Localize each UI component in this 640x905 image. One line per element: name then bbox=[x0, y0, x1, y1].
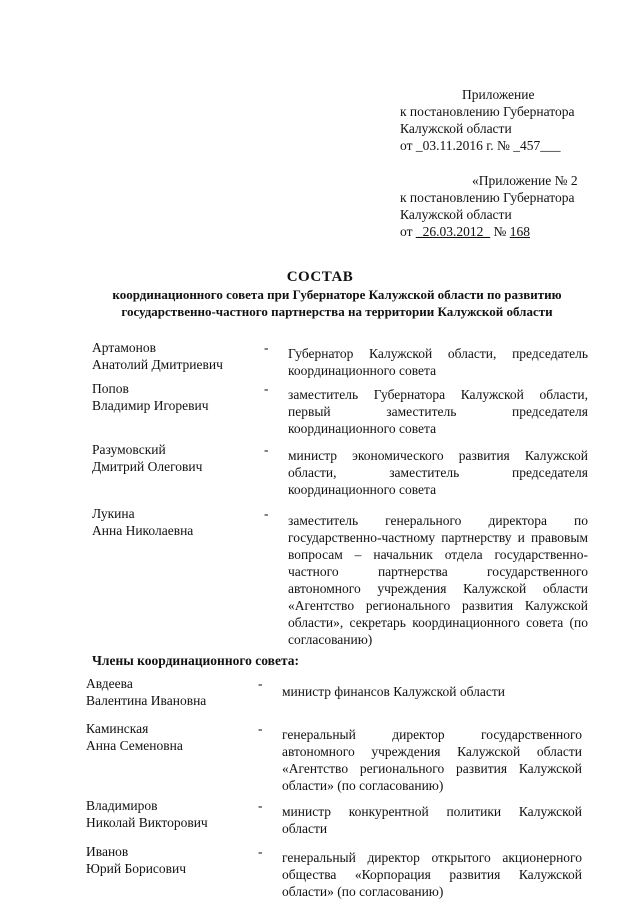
appendix-2-number: 168 bbox=[509, 224, 530, 239]
list-item bbox=[86, 797, 596, 837]
separator-dash: - bbox=[264, 340, 269, 355]
list-item bbox=[92, 339, 602, 379]
appendix-2-date: _26.03.2012_ bbox=[415, 224, 491, 239]
appendix-1-header bbox=[400, 86, 574, 154]
surname: Лукина bbox=[92, 506, 135, 521]
date-prefix: от bbox=[400, 224, 413, 239]
surname: Иванов bbox=[86, 844, 129, 859]
surname: Владимиров bbox=[86, 798, 158, 813]
appendix-1-line: от _03.11.2016 г. № _457___ bbox=[400, 138, 561, 153]
separator-dash: - bbox=[258, 676, 263, 691]
list-item bbox=[92, 441, 602, 497]
given-names: Юрий Борисович bbox=[86, 861, 187, 876]
person-role: министр финансов Калужской области bbox=[282, 684, 505, 699]
person-name bbox=[86, 843, 256, 877]
list-item bbox=[86, 720, 596, 792]
person-name bbox=[86, 720, 256, 754]
separator-dash: - bbox=[264, 381, 269, 396]
person-role: заместитель генерального директора по государственно-частному партнерству и правовым вопросам – начальник отдела государственно-частного партнерства государственного автономного учреждения Калужской области «Агентство регионального развития Калужской области», секретарь координационного совета (по согласованию) bbox=[288, 513, 588, 647]
list-item bbox=[92, 380, 602, 436]
document-title bbox=[0, 268, 640, 320]
separator-dash: - bbox=[258, 798, 263, 813]
given-names: Дмитрий Олегович bbox=[92, 459, 203, 474]
separator-dash: - bbox=[264, 506, 269, 521]
person-role: министр конкурентной политики Калужской области bbox=[282, 804, 582, 836]
person-role: генеральный директор открытого акционерного общества «Корпорация развития Калужской области» (по согласованию) bbox=[282, 850, 582, 899]
surname: Каминская bbox=[86, 721, 149, 736]
appendix-2-line: «Приложение № 2 bbox=[472, 173, 578, 188]
appendix-2-header bbox=[400, 172, 578, 240]
appendix-2-line: Калужской области bbox=[400, 207, 512, 222]
person-name bbox=[92, 380, 262, 414]
person-name bbox=[92, 339, 262, 373]
person-role: заместитель Губернатора Калужской области, первый заместитель председателя координационного совета bbox=[288, 387, 588, 436]
surname: Авдеева bbox=[86, 676, 133, 691]
appendix-1-line: Приложение bbox=[462, 87, 535, 102]
title-main: СОСТАВ bbox=[286, 269, 354, 285]
title-sub-line-1: координационного совета при Губернаторе Калужской области по развитию bbox=[112, 287, 562, 302]
person-name bbox=[86, 797, 256, 831]
given-names: Валентина Ивановна bbox=[86, 693, 207, 708]
number-prefix: № bbox=[493, 224, 507, 239]
surname: Разумовский bbox=[92, 442, 166, 457]
given-names: Анатолий Дмитриевич bbox=[92, 357, 223, 372]
appendix-1-line: к постановлению Губернатора bbox=[400, 104, 575, 119]
surname: Попов bbox=[92, 381, 129, 396]
given-names: Владимир Игоревич bbox=[92, 398, 209, 413]
appendix-1-line: Калужской области bbox=[400, 121, 512, 136]
title-sub-line-2: государственно-частного партнерства на территории Калужской области bbox=[121, 304, 553, 319]
members-heading: Члены координационного совета: bbox=[92, 653, 299, 668]
given-names: Николай Викторович bbox=[86, 815, 208, 830]
surname: Артамонов bbox=[92, 340, 157, 355]
given-names: Анна Семеновна bbox=[86, 738, 183, 753]
person-role: Губернатор Калужской области, председатель координационного совета bbox=[288, 346, 588, 378]
appendix-2-line: к постановлению Губернатора bbox=[400, 190, 575, 205]
person-name bbox=[86, 675, 256, 709]
separator-dash: - bbox=[258, 844, 263, 859]
appendix-2-date-line bbox=[400, 223, 578, 240]
list-item bbox=[92, 505, 602, 645]
person-role: генеральный директор государственного автономного учреждения Калужской области «Агентство регионального развития Калужской области» (по согласованию) bbox=[282, 727, 582, 793]
list-item bbox=[86, 675, 596, 711]
person-role: министр экономического развития Калужской области, заместитель председателя координационного совета bbox=[288, 448, 588, 497]
person-name bbox=[92, 441, 262, 475]
separator-dash: - bbox=[258, 721, 263, 736]
list-item bbox=[86, 843, 596, 903]
person-name bbox=[92, 505, 262, 539]
given-names: Анна Николаевна bbox=[92, 523, 194, 538]
separator-dash: - bbox=[264, 442, 269, 457]
